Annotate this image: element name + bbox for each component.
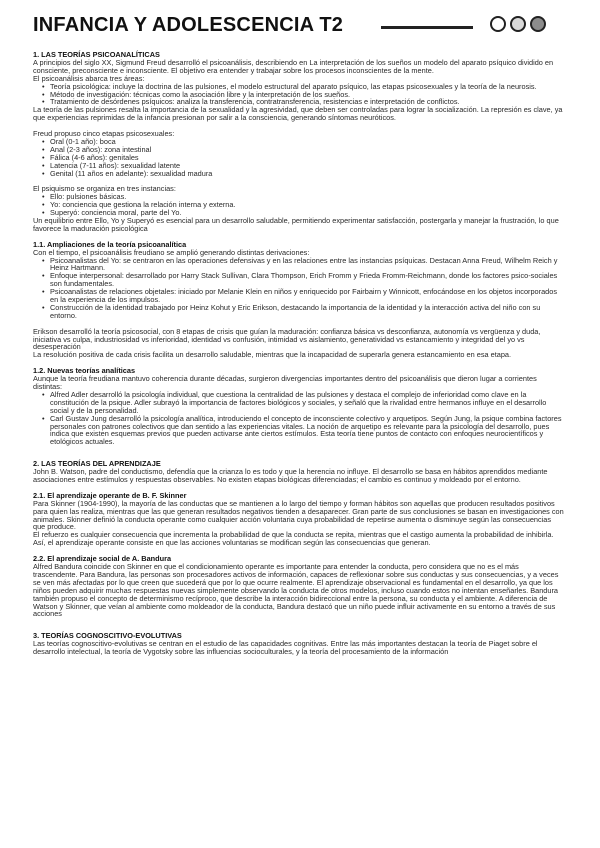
list-item: • Enfoque interpersonal: desarrollado por Harry Stack Sullivan, Clara Thompson, Erich Fromm y Frieda Fromm-Reichmann, donde los factores psico-sociales son fundamentales. bbox=[42, 272, 565, 288]
paragraph: Freud propuso cinco etapas psicosexuales: bbox=[33, 129, 175, 139]
paragraph: El refuerzo es cualquier consecuencia que incrementa la probabilidad de que la conducta se repita, mientras que el castigo aumenta la probabilidad de inhibirla. Así, el aprendizaje operante consiste en que las acciones voluntarias se modifican según las consecuencias que generan. bbox=[33, 530, 554, 548]
list-item: • Psicoanalistas del Yo: se centraron en las operaciones defensivas y en las relaciones entre las instancias psíquicas. Destacan Anna Freud, Wilhelm Reich y Heinz Hartmann. bbox=[42, 257, 565, 273]
page-header bbox=[33, 12, 568, 42]
list-item: • Fálica (4-6 años): genitales bbox=[42, 154, 565, 162]
subsection-heading: 1.2. Nuevas teorías analíticas bbox=[33, 366, 136, 376]
subsection-heading: 2.1. El aprendizaje operante de B. F. Skinner bbox=[33, 490, 187, 500]
list-item: • Oral (0-1 año): boca bbox=[42, 138, 565, 146]
section-heading: 1. LAS TEORÍAS PSICOANALÍTICAS bbox=[33, 50, 160, 59]
bullet-list bbox=[33, 138, 565, 178]
paragraph: Alfred Bandura coincide con Skinner en que el condicionamiento operante es importante para entender la conducta, pero considera que no es el más trascendente. Para Bandura, las personas son procesadores activos de información, capaces de reflexionar sobre sus conductas y sus consecuencias, y a veces se ven más afectadas por lo que creen que sucederá que por lo que ocurre realmente. El aprendizaje observacional es fundamental en el desarrollo, ya que los niños pueden adquirir muchas respuestas nuevas simplemente observando la conducta de otros modelos, incluso cuando estos no intentan enseñarles. Bandura también propuso el concepto de determinismo recíproco, que describe la interacción bidireccional entre la persona, su conducta y el ambiente. A diferencia de Watson y Skinner, que veían al ambiente como moldeador de la conducta, Bandura destacó que un niño puede influir activamente en su entorno a través de sus acciones bbox=[33, 561, 559, 619]
paragraph: Para Skinner (1904-1990), la mayoría de las conductas que se mantienen a lo largo del tiempo y forman hábitos son aquellas que producen resultados positivos para quien las realiza, mientras que las que generan resultados negativos tienden a desaparecer. Gran parte de sus conclusiones se basan en investigaciones con animales. Skinner definió la conducta operante como cualquier acción voluntaria cuya probabilidad de repetirse aumenta o disminuye según las consecuencias que produce. bbox=[33, 498, 564, 532]
circle-light-icon bbox=[510, 16, 526, 32]
list-item: • Teoría psicológica: incluye la doctrina de las pulsiones, el modelo estructural del aparato psíquico, las etapas psicosexuales y la teoría de la neurosis. bbox=[42, 83, 565, 91]
list-item: • Superyó: conciencia moral, parte del Yo. bbox=[42, 209, 565, 217]
paragraph: El psiquismo se organiza en tres instancias: bbox=[33, 184, 176, 194]
paragraph: Erikson desarrolló la teoría psicosocial, con 8 etapas de crisis que guían la maduración: confianza básica vs desconfianza, autonomía vs vergüenza y duda, iniciativa vs culpa, industriosidad vs inferioridad, identidad vs confusión, intimidad vs aislamiento, generatividad vs estancamiento y integridad del yo vs desesperación bbox=[33, 326, 541, 352]
paragraph: Un equilibrio entre Ello, Yo y Superyó es esencial para un desarrollo saludable, permitiendo experimentar satisfacción, postergarla y manejar la frustración, lo que favorece la maduración psicológica bbox=[33, 216, 559, 233]
list-item: • Construcción de la identidad trabajado por Heinz Kohut y Eric Erikson, destacando la importancia de la identidad y la interacción activa del niño con su entorno. bbox=[42, 304, 565, 320]
bullet-list bbox=[33, 193, 565, 217]
header-dots bbox=[490, 16, 546, 32]
paragraph: A principios del siglo XX, Sigmund Freud desarrolló el psicoanálisis, describiendo en La interpretación de los sueños un modelo del aparato psíquico dividido en consciente, preconsciente e inconsciente. El objetivo era entender y trabajar sobre los procesos inconscientes de la mente. bbox=[33, 57, 554, 75]
paragraph: Aunque la teoría freudiana mantuvo coherencia durante décadas, surgieron divergencias importantes dentro del psicoanálisis que dieron lugar a corrientes distintas: bbox=[33, 374, 537, 391]
circle-dark-icon bbox=[530, 16, 546, 32]
circle-outline-icon bbox=[490, 16, 506, 32]
document-body bbox=[33, 51, 565, 656]
bullet-list bbox=[33, 391, 565, 446]
list-item: • Método de investigación: técnicas como la asociación libre y la interpretación de los sueños. bbox=[42, 91, 565, 99]
paragraph: Las teorías cognoscitivo-evolutivas se centran en el estudio de las capacidades cognitivas. Entre las más importantes destacan la teoría de Piaget sobre el desarrollo intelectual, la teoría de Vygotsky sobre las influencias socioculturales, y la teoría del procesamiento de la información bbox=[33, 639, 538, 657]
list-item: • Anal (2-3 años): zona intestinal bbox=[42, 146, 565, 154]
list-item: • Ello: pulsiones básicas. bbox=[42, 193, 565, 201]
section-heading: 3. TEORÍAS COGNOSCITIVO-EVOLUTIVAS bbox=[33, 631, 182, 641]
paragraph: El psicoanálisis abarca tres áreas: bbox=[33, 73, 145, 83]
paragraph: La resolución positiva de cada crisis facilita un desarrollo saludable, mientras que la incapacidad de superarla genera estancamiento en esa etapa. bbox=[33, 350, 512, 360]
list-item: • Tratamiento de desórdenes psíquicos: analiza la transferencia, contratransferencia, resistencias e interpretación de conflictos. bbox=[42, 98, 565, 106]
subsection-heading: 2.2. El aprendizaje social de A. Bandura bbox=[33, 554, 172, 564]
bullet-list bbox=[33, 83, 565, 107]
paragraph: Con el tiempo, el psicoanálisis freudiano se amplió generando distintas derivaciones: bbox=[33, 247, 310, 257]
section-heading: 2. LAS TEORÍAS DEL APRENDIZAJE bbox=[33, 459, 161, 469]
header-rule bbox=[381, 26, 473, 29]
page-title: INFANCIA Y ADOLESCENCIA T2 bbox=[33, 14, 344, 36]
subsection-heading: 1.1. Ampliaciones de la teoría psicoanalítica bbox=[33, 239, 187, 249]
list-item: • Carl Gustav Jung desarrolló la psicología analítica, introduciendo el concepto de inconsciente colectivo y arquetipos. Según Jung, la psique combina factores personales con patrones colectivos que dan sentido a las experiencias vitales. La noción de arquetipo es relevante para la psicología del desarrollo, pues indica que existen esquemas previos que pueden activarse ante ciertos estímulos. Esta teoría tiene puntos de contacto con enfoques neurocientíficos y etológicos actuales. bbox=[42, 415, 565, 447]
list-item: • Alfred Adler desarrolló la psicología individual, que cuestiona la centralidad de las pulsiones y destaca el complejo de inferioridad como clave en la constitución de la psique. Adler subrayó la importancia de factores biológicos y sociales, y señaló que la rivalidad entre hermanos influye en el desarrollo social y de la personalidad. bbox=[42, 391, 565, 415]
list-item: • Yo: conciencia que gestiona la relación interna y externa. bbox=[42, 201, 565, 209]
list-item: • Genital (11 años en adelante): sexualidad madura bbox=[42, 170, 565, 178]
list-item: • Latencia (7-11 años): sexualidad latente bbox=[42, 162, 565, 170]
list-item: • Psicoanalistas de relaciones objetales: iniciado por Melanie Klein en niños y enriquecido por Fairbairn y Winnicott, enfocándose en los objetos incorporados en la experiencia de los impulsos. bbox=[42, 288, 565, 304]
bullet-list bbox=[33, 257, 565, 320]
paragraph: La teoría de las pulsiones resalta la importancia de la sexualidad y la agresividad, que deben ser controladas para lograr la socialización. La represión es clave, ya que experiencias reprimidas de la infancia presionan por salir a la consciencia, generando síntomas neuróticos. bbox=[33, 105, 563, 123]
paragraph: John B. Watson, padre del conductismo, defendía que la crianza lo es todo y que la herencia no influye. El desarrollo se basa en hábitos aprendidos mediante asociaciones entre estímulos y respuestas observables. No existen etapas biológicas diferenciadas; el cambio es continuo y moldeado por el entorno. bbox=[33, 467, 548, 485]
